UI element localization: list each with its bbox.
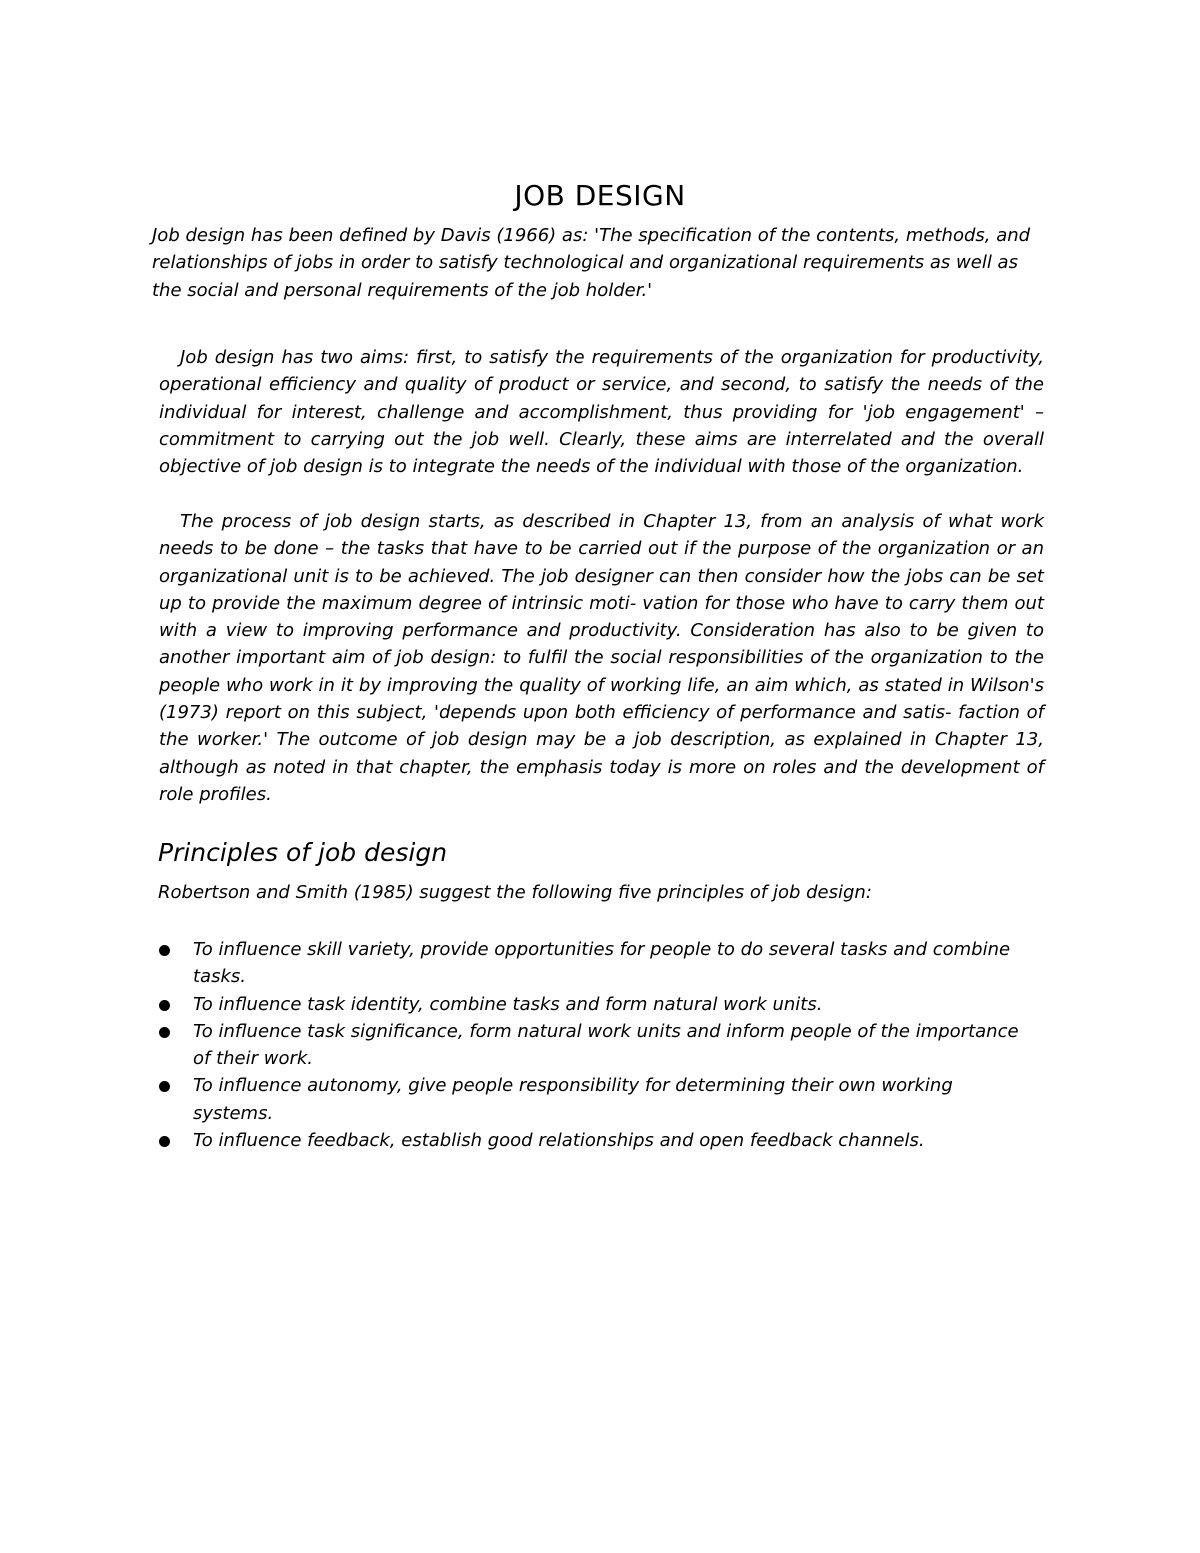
section-intro: Robertson and Smith (1985) suggest the following five principles of job design: bbox=[158, 882, 872, 903]
list-item bbox=[158, 936, 1038, 991]
list-item-text: To influence feedback, establish good relationships and open feedback channels. bbox=[193, 1130, 925, 1152]
bullet-icon bbox=[159, 945, 170, 956]
bullet-icon bbox=[159, 1081, 170, 1092]
principles-list bbox=[158, 936, 1038, 1154]
list-item bbox=[158, 991, 1038, 1018]
list-item bbox=[158, 1127, 1038, 1154]
bullet-icon bbox=[159, 1136, 170, 1147]
list-item bbox=[158, 1072, 1038, 1127]
list-item-text: To influence task identity, combine tasks and form natural work units. bbox=[193, 993, 823, 1015]
definition-paragraph: Job design has been defined by Davis (1966) as: 'The specification of the contents, methods, and relationships of jobs in order to satisfy technological and organizational requirements as well as the social and personal requirements of the job holder.' bbox=[152, 225, 1031, 301]
page-title: JOB DESIGN bbox=[514, 178, 686, 212]
list-item-text: To influence task significance, form natural work units and inform people of the importance of their work. bbox=[193, 1020, 1019, 1070]
bullet-icon bbox=[159, 1000, 170, 1011]
section-heading: Principles of job design bbox=[158, 838, 448, 867]
bullet-icon bbox=[159, 1027, 170, 1038]
aims-paragraph: Job design has two aims: first, to satisfy the requirements of the organization for productivity, operational efficiency and quality of product or service, and second, to satisfy the needs of the individual for interest, challenge and accomplishment, thus providing for 'job engagement' – commitment to carrying out the job well. Clearly, these aims are interrelated and the overall objective of job design is to integrate the needs of the individual with those of the organization. bbox=[159, 347, 1044, 478]
list-item-text: To influence skill variety, provide opportunities for people to do several tasks and combine tasks. bbox=[193, 939, 1011, 988]
process-paragraph: The process of job design starts, as described in Chapter 13, from an analysis of what work needs to be done – the tasks that have to be carried out if the purpose of the organization or an organizational unit is to be achieved. The job designer can then consider how the jobs can be set up to provide the maximum degree of intrinsic moti- vation for those who have to carry them out with a view to improving performance and productivity. Consideration has also to be given to another important aim of job design: to fulfil the social responsibilities of the organization to the people who work in it by improving the quality of working life, an aim which, as stated in Wilson's (1973) report on this subject, 'depends upon both efficiency of performance and satis- faction of the worker.' The outcome of job design may be a job description, as explained in Chapter 13, although as noted in that chapter, the emphasis today is more on roles and the development of role profiles. bbox=[159, 511, 1044, 805]
list-item-text: To influence autonomy, give people responsibility for determining their own working systems. bbox=[193, 1075, 953, 1124]
list-item bbox=[158, 1018, 1038, 1073]
